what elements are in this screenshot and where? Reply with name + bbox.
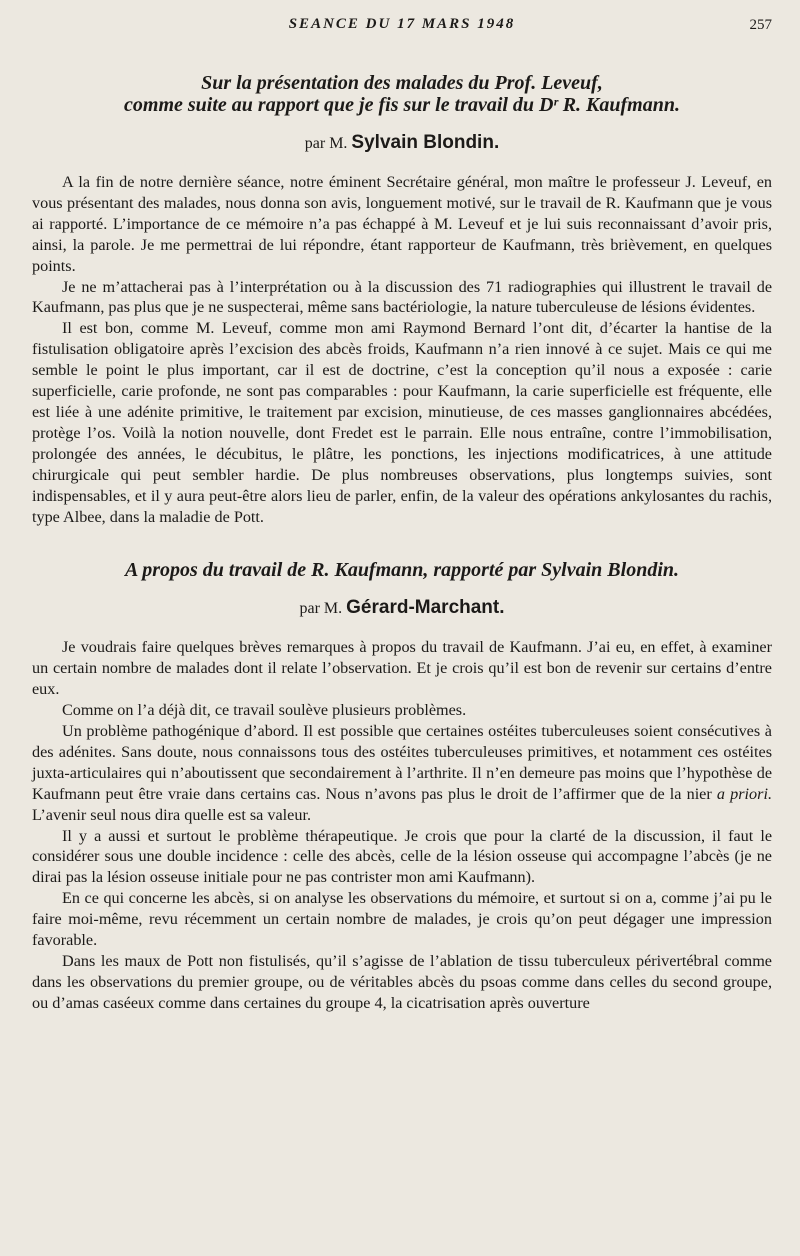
article-gerard-marchant [32,559,772,1013]
author-name: Sylvain Blondin. [351,132,500,153]
paragraph-text: Un problème pathogénique d’abord. Il est possible que certaines ostéites tuberculeuses soient consécutives à des adénites. Sans doute, nous connaissons tous des ostéites tuberculeuses primitives, et notamment ces ostéites juxta-articulaires qui n’aboutissent que secondairement à l’arthrite. Il n’en demeure pas moins que l’hypothèse de Kaufmann peut être vraie dans certains cas. Nous n’avons pas plus le droit de l’affirmer que de la nier [32,722,772,803]
byline-prefix: par M. [299,600,343,618]
paragraph-text: L’avenir seul nous dira quelle est sa valeur. [32,805,312,824]
running-header [32,0,772,38]
paragraph [32,721,772,826]
article-blondin [32,72,772,527]
byline-prefix: par M. [304,135,348,152]
byline [32,597,772,619]
paragraph: Je ne m’attacherai pas à l’interprétation ou à la discussion des 71 radiographies qui illustrent le travail de Kaufmann, pas plus que je ne suspecterai, même sans bactériologie, la nature tuberculeuse de lésions évidentes. [32,277,772,317]
running-title: SEANCE DU 17 MARS 1948 [288,16,516,32]
article-title-line-1: Sur la présentation des malades du Prof. Leveuf, [201,72,603,94]
paragraph: Dans les maux de Pott non fistulisés, qu’il s’agisse de l’ablation de tissu tuberculeux périvertébral comme dans les observations du premier groupe, ou de véritables abcès du psoas comme dans celles du second groupe, ou d’amas caséeux comme dans certaines du groupe 4, la cicatrisation après ouverture [32,952,772,1012]
paragraph: Comme on l’a déjà dit, ce travail soulève plusieurs problèmes. [62,701,467,720]
paragraph: Je voudrais faire quelques brèves remarques à propos du travail de Kaufmann. J’ai eu, en effet, à examiner un certain nombre de malades dont il relate l’observation. Et je crois qu’il est bon de revenir sur certains d’entre eux. [32,638,772,699]
article-title [32,72,772,116]
paragraph: A la fin de notre dernière séance, notre éminent Secrétaire général, mon maître le professeur J. Leveuf, en vous présentant des malades, nous donna son avis, longuement motivé, sur le travail de R. Kaufmann que je vous ai rapporté. L’importance de ce mémoire n’a pas échappé à M. Leveuf et je lui suis reconnaissant d’avoir pris, ainsi, la parole. Je me permettrai de lui répondre, étant rapporteur de Kaufmann, très brièvement, en quelques points. [32,173,772,275]
article-title: A propos du travail de R. Kaufmann, rapporté par Sylvain Blondin. [125,559,679,582]
italic-phrase: a priori. [716,784,772,803]
article-title-line-2: comme suite au rapport que je fis sur le travail du Dʳ R. Kaufmann. [124,94,680,116]
paragraph: Il est bon, comme M. Leveuf, comme mon ami Raymond Bernard l’ont dit, d’écarter la hantise de la fistulisation obligatoire après l’excision des abcès froids, Kaufmann n’a rien innové à ce sujet. Mais ce qui me semble le point le plus important, car il est de doctrine, c’est la conception qu’il nous a exposée : carie superficielle, carie profonde, ne sont pas comparables : pour Kaufmann, la carie superficielle est fréquente, elle est liée à une adénite primitive, le traitement par excision, minutieuse, de ces masses ganglionnaires abcédées, protège l’os. Voilà la notion nouvelle, dont Fredet est le parrain. Elle nous entraîne, contre l’immobilisation, prolongée des années, le décubitus, le plâtre, les ponctions, les injections modificatrices, à une attitude chirurgicale qui peut sembler hardie. De plus nombreuses observations, plus longtemps suivies, sont indispensables, et il y aura peut-être alors lieu de parler, enfin, de la valeur des opérations ankylosantes du rachis, type Albee, dans la maladie de Pott. [32,319,772,526]
paragraph: En ce qui concerne les abcès, si on analyse les observations du mémoire, et surtout si on a, comme j’ai pu le faire moi-même, revu récemment un certain nombre de malades, je crois qu’on peut dégager une impression favorable. [32,889,772,950]
byline [32,132,772,154]
author-name: Gérard-Marchant. [346,597,505,619]
paragraph: Il y a aussi et surtout le problème thérapeutique. Je crois que pour la clarté de la discussion, il faut le considérer sous une double incidence : celle des abcès, celle de la lésion osseuse qui accompagne l’abcès (je ne dirai pas la lésion osseuse initiale pour ne pas contrister mon ami Kaufmann). [32,826,772,887]
page-number: 257 [749,17,772,33]
